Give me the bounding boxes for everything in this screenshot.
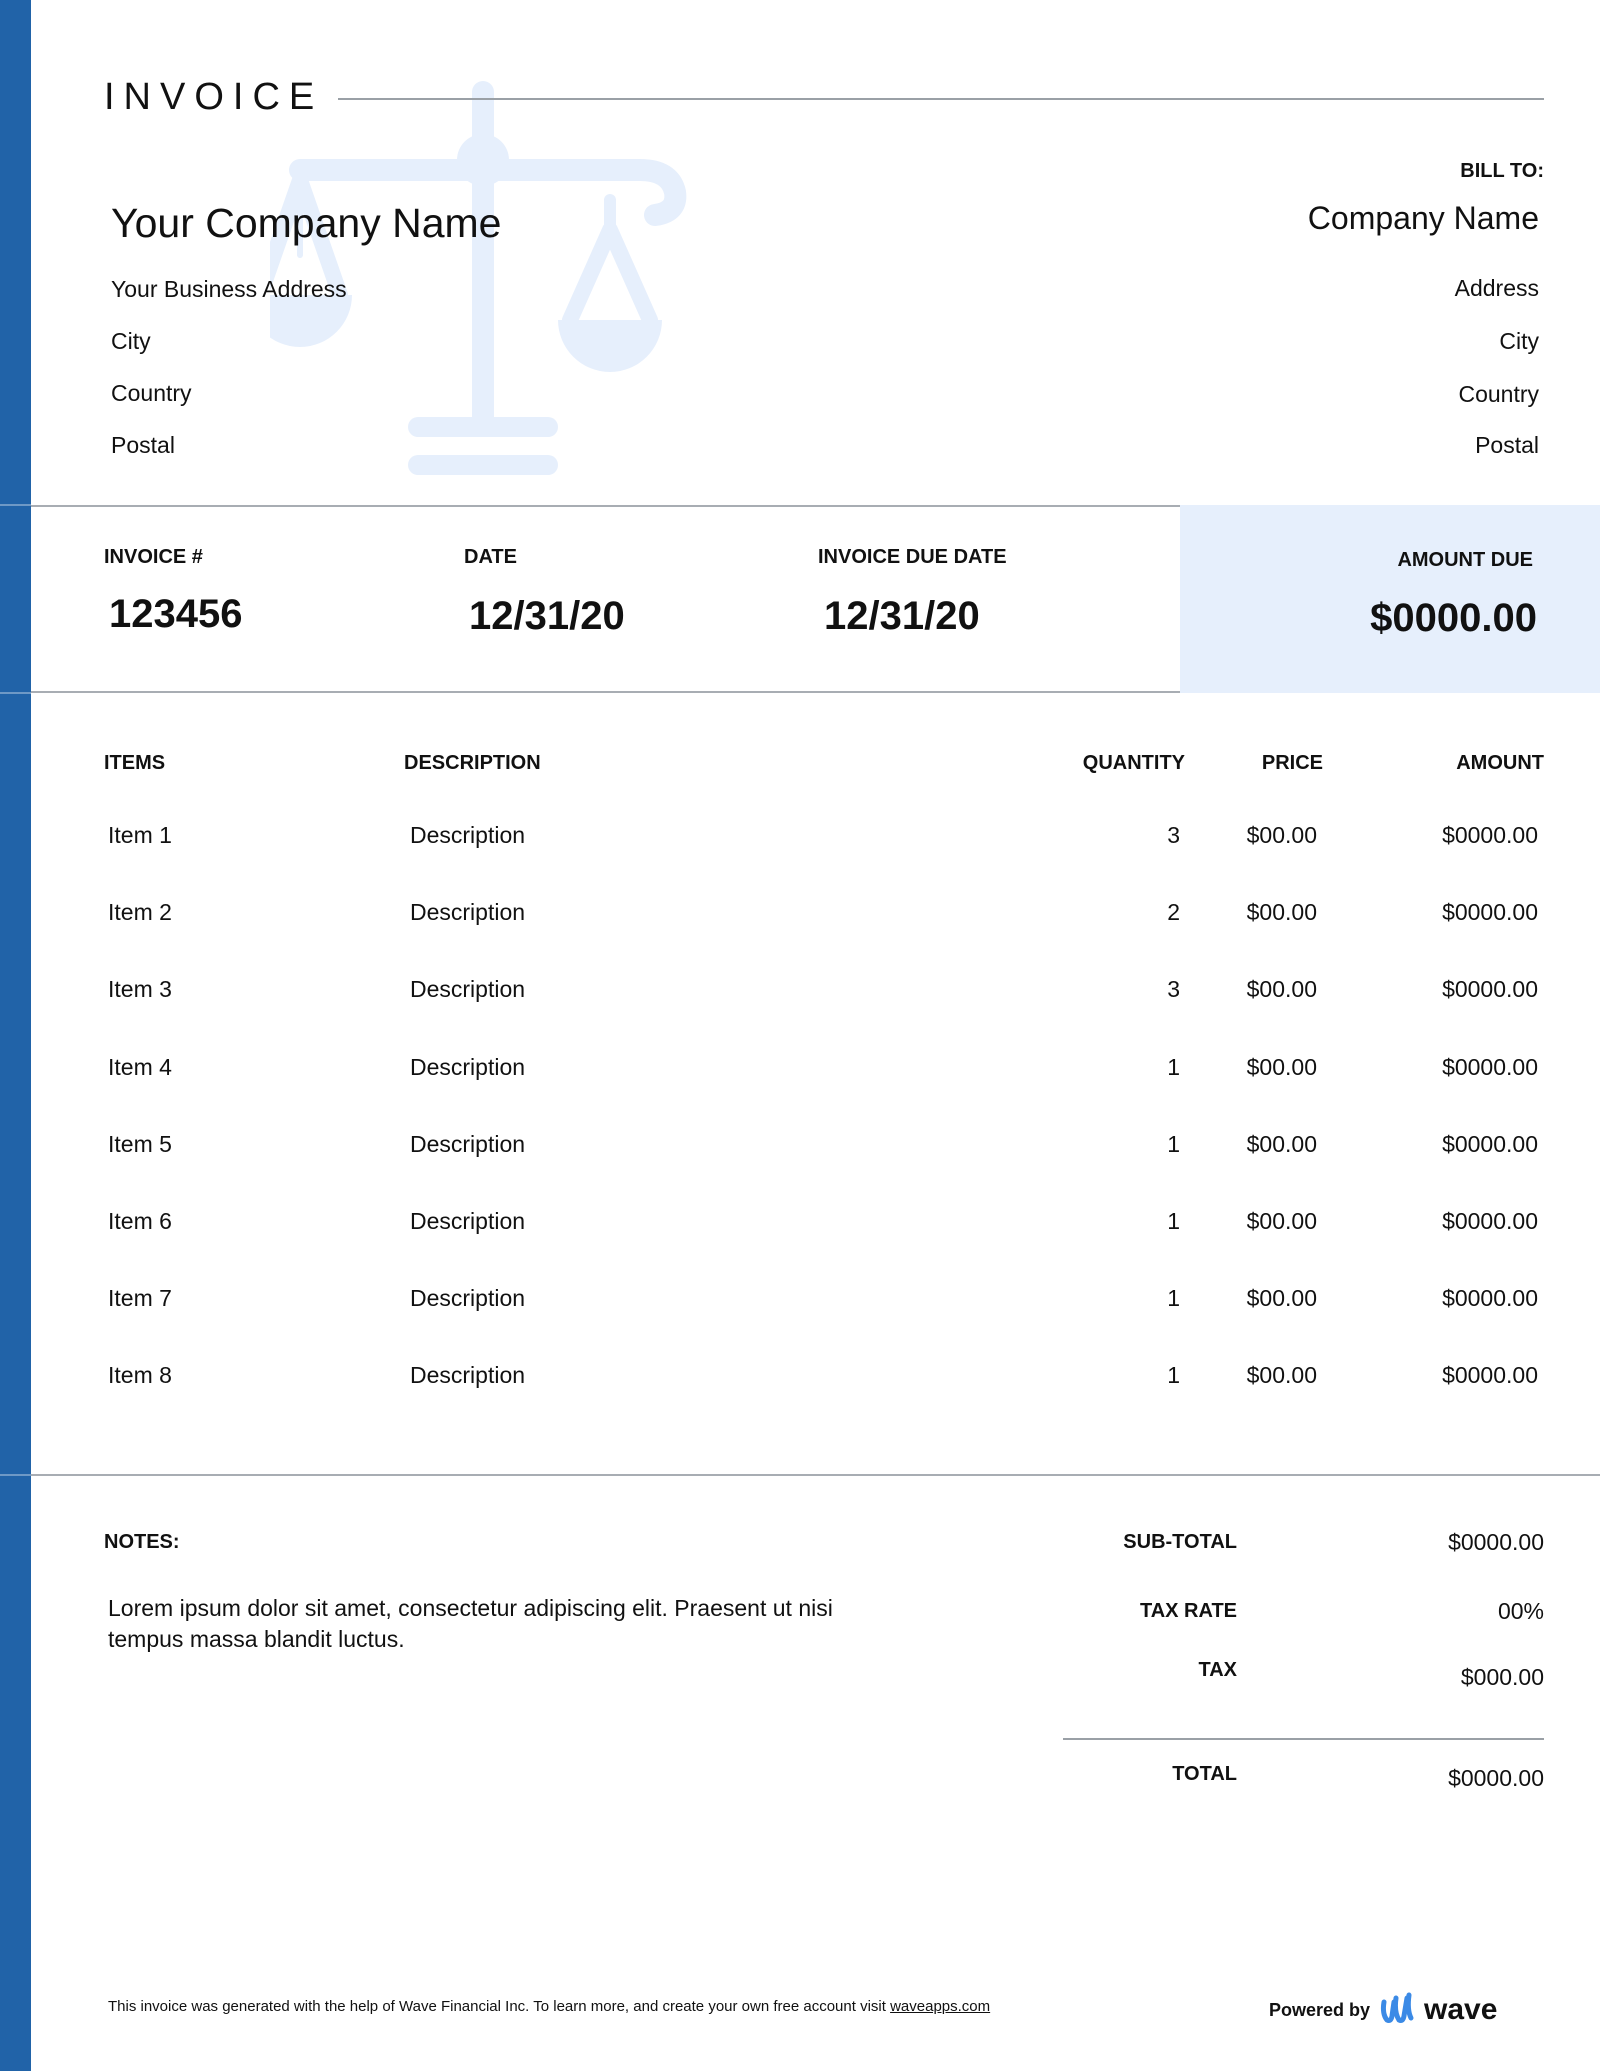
tax-rate-label: TAX RATE xyxy=(1139,1600,1237,1622)
invoice-number-value: 123456 xyxy=(109,592,243,636)
from-country: Country xyxy=(111,380,192,406)
item-quantity: 1 xyxy=(1167,1054,1180,1080)
col-header-quantity: QUANTITY xyxy=(1082,752,1185,774)
bill-to-postal: Postal xyxy=(1475,432,1539,458)
bill-to-city: City xyxy=(1499,328,1539,354)
item-description: Description xyxy=(410,1208,526,1234)
invoice-number-label: INVOICE # xyxy=(104,546,203,568)
footer-disclaimer xyxy=(108,1998,990,2015)
powered-by-label: Powered by xyxy=(1268,2000,1370,2020)
item-price: $00.00 xyxy=(1246,1054,1317,1080)
col-header-amount: AMOUNT xyxy=(1456,752,1544,774)
subtotal-label: SUB-TOTAL xyxy=(1123,1531,1237,1553)
due-date-value: 12/31/20 xyxy=(824,594,980,638)
item-description: Description xyxy=(410,899,526,925)
from-address: Your Business Address xyxy=(111,276,347,302)
item-description: Description xyxy=(410,976,526,1002)
item-amount: $0000.00 xyxy=(1442,1131,1538,1157)
item-price: $00.00 xyxy=(1246,899,1317,925)
total-value: $0000.00 xyxy=(1448,1765,1544,1791)
amount-due-value: $0000.00 xyxy=(1370,596,1537,640)
wave-logo-text: wave xyxy=(1424,1993,1498,2026)
table-bottom-rule xyxy=(31,1474,1600,1476)
from-postal: Postal xyxy=(111,432,175,458)
item-name: Item 4 xyxy=(108,1054,172,1080)
item-name: Item 5 xyxy=(108,1131,172,1157)
tax-rate-value: 00% xyxy=(1497,1598,1544,1624)
item-description: Description xyxy=(410,822,526,848)
item-amount: $0000.00 xyxy=(1442,1285,1538,1311)
meta-bottom-rule xyxy=(31,691,1180,693)
item-name: Item 1 xyxy=(108,822,172,848)
item-name: Item 3 xyxy=(108,976,172,1002)
col-header-items: ITEMS xyxy=(104,752,166,774)
col-header-description: DESCRIPTION xyxy=(404,752,541,774)
amount-due-label: AMOUNT DUE xyxy=(1397,549,1533,571)
footer-text: This invoice was generated with the help of Wave Financial Inc. To learn more, and create your own free account visit xyxy=(108,1998,891,2015)
item-description: Description xyxy=(410,1285,526,1311)
bill-to-country: Country xyxy=(1458,381,1539,407)
title-rule xyxy=(338,98,1544,100)
item-price: $00.00 xyxy=(1246,1208,1317,1234)
from-company-name: Your Company Name xyxy=(111,200,502,246)
sidebar-tick xyxy=(0,692,31,694)
date-label: DATE xyxy=(464,546,517,568)
bill-to-label: BILL TO: xyxy=(1460,160,1544,182)
wave-mark-icon xyxy=(1383,1995,1411,2021)
item-amount: $0000.00 xyxy=(1442,1208,1538,1234)
item-name: Item 2 xyxy=(108,899,172,925)
wave-logo[interactable] xyxy=(1376,1990,1544,2026)
item-price: $00.00 xyxy=(1246,1362,1317,1388)
item-amount: $0000.00 xyxy=(1442,899,1538,925)
subtotal-value: $0000.00 xyxy=(1448,1529,1544,1555)
item-quantity: 1 xyxy=(1167,1208,1180,1234)
item-quantity: 1 xyxy=(1167,1285,1180,1311)
tax-value: $000.00 xyxy=(1460,1664,1544,1690)
item-amount: $0000.00 xyxy=(1442,1054,1538,1080)
bill-to-company-name: Company Name xyxy=(1307,200,1539,236)
tax-label: TAX xyxy=(1198,1659,1237,1681)
bill-to-address: Address xyxy=(1454,275,1539,301)
sidebar-tick xyxy=(0,504,31,506)
total-label: TOTAL xyxy=(1172,1763,1237,1785)
col-header-price: PRICE xyxy=(1261,752,1323,774)
sidebar-tick xyxy=(0,1474,31,1476)
item-name: Item 6 xyxy=(108,1208,172,1234)
item-price: $00.00 xyxy=(1246,976,1317,1002)
item-quantity: 3 xyxy=(1167,976,1180,1002)
item-description: Description xyxy=(410,1362,526,1388)
due-date-label: INVOICE DUE DATE xyxy=(818,546,1007,568)
item-price: $00.00 xyxy=(1246,1131,1317,1157)
item-price: $00.00 xyxy=(1246,1285,1317,1311)
date-value: 12/31/20 xyxy=(469,594,625,638)
invoice-title: INVOICE xyxy=(104,76,324,118)
from-city: City xyxy=(111,328,151,354)
left-accent-bar xyxy=(0,0,31,2071)
item-description: Description xyxy=(410,1054,526,1080)
item-quantity: 2 xyxy=(1167,899,1180,925)
item-quantity: 1 xyxy=(1167,1131,1180,1157)
notes-label: NOTES: xyxy=(104,1531,180,1553)
notes-text: Lorem ipsum dolor sit amet, consectetur adipiscing elit. Praesent ut nisi tempus massa blandit luctus. xyxy=(108,1595,833,1652)
item-description: Description xyxy=(410,1131,526,1157)
item-name: Item 7 xyxy=(108,1285,172,1311)
item-amount: $0000.00 xyxy=(1442,976,1538,1002)
total-rule xyxy=(1063,1738,1544,1740)
item-name: Item 8 xyxy=(108,1362,172,1388)
item-quantity: 1 xyxy=(1167,1362,1180,1388)
item-amount: $0000.00 xyxy=(1442,1362,1538,1388)
item-amount: $0000.00 xyxy=(1442,822,1538,848)
item-quantity: 3 xyxy=(1167,822,1180,848)
item-price: $00.00 xyxy=(1246,822,1317,848)
meta-top-rule xyxy=(31,505,1180,507)
waveapps-link[interactable]: waveapps.com xyxy=(890,1998,991,2015)
